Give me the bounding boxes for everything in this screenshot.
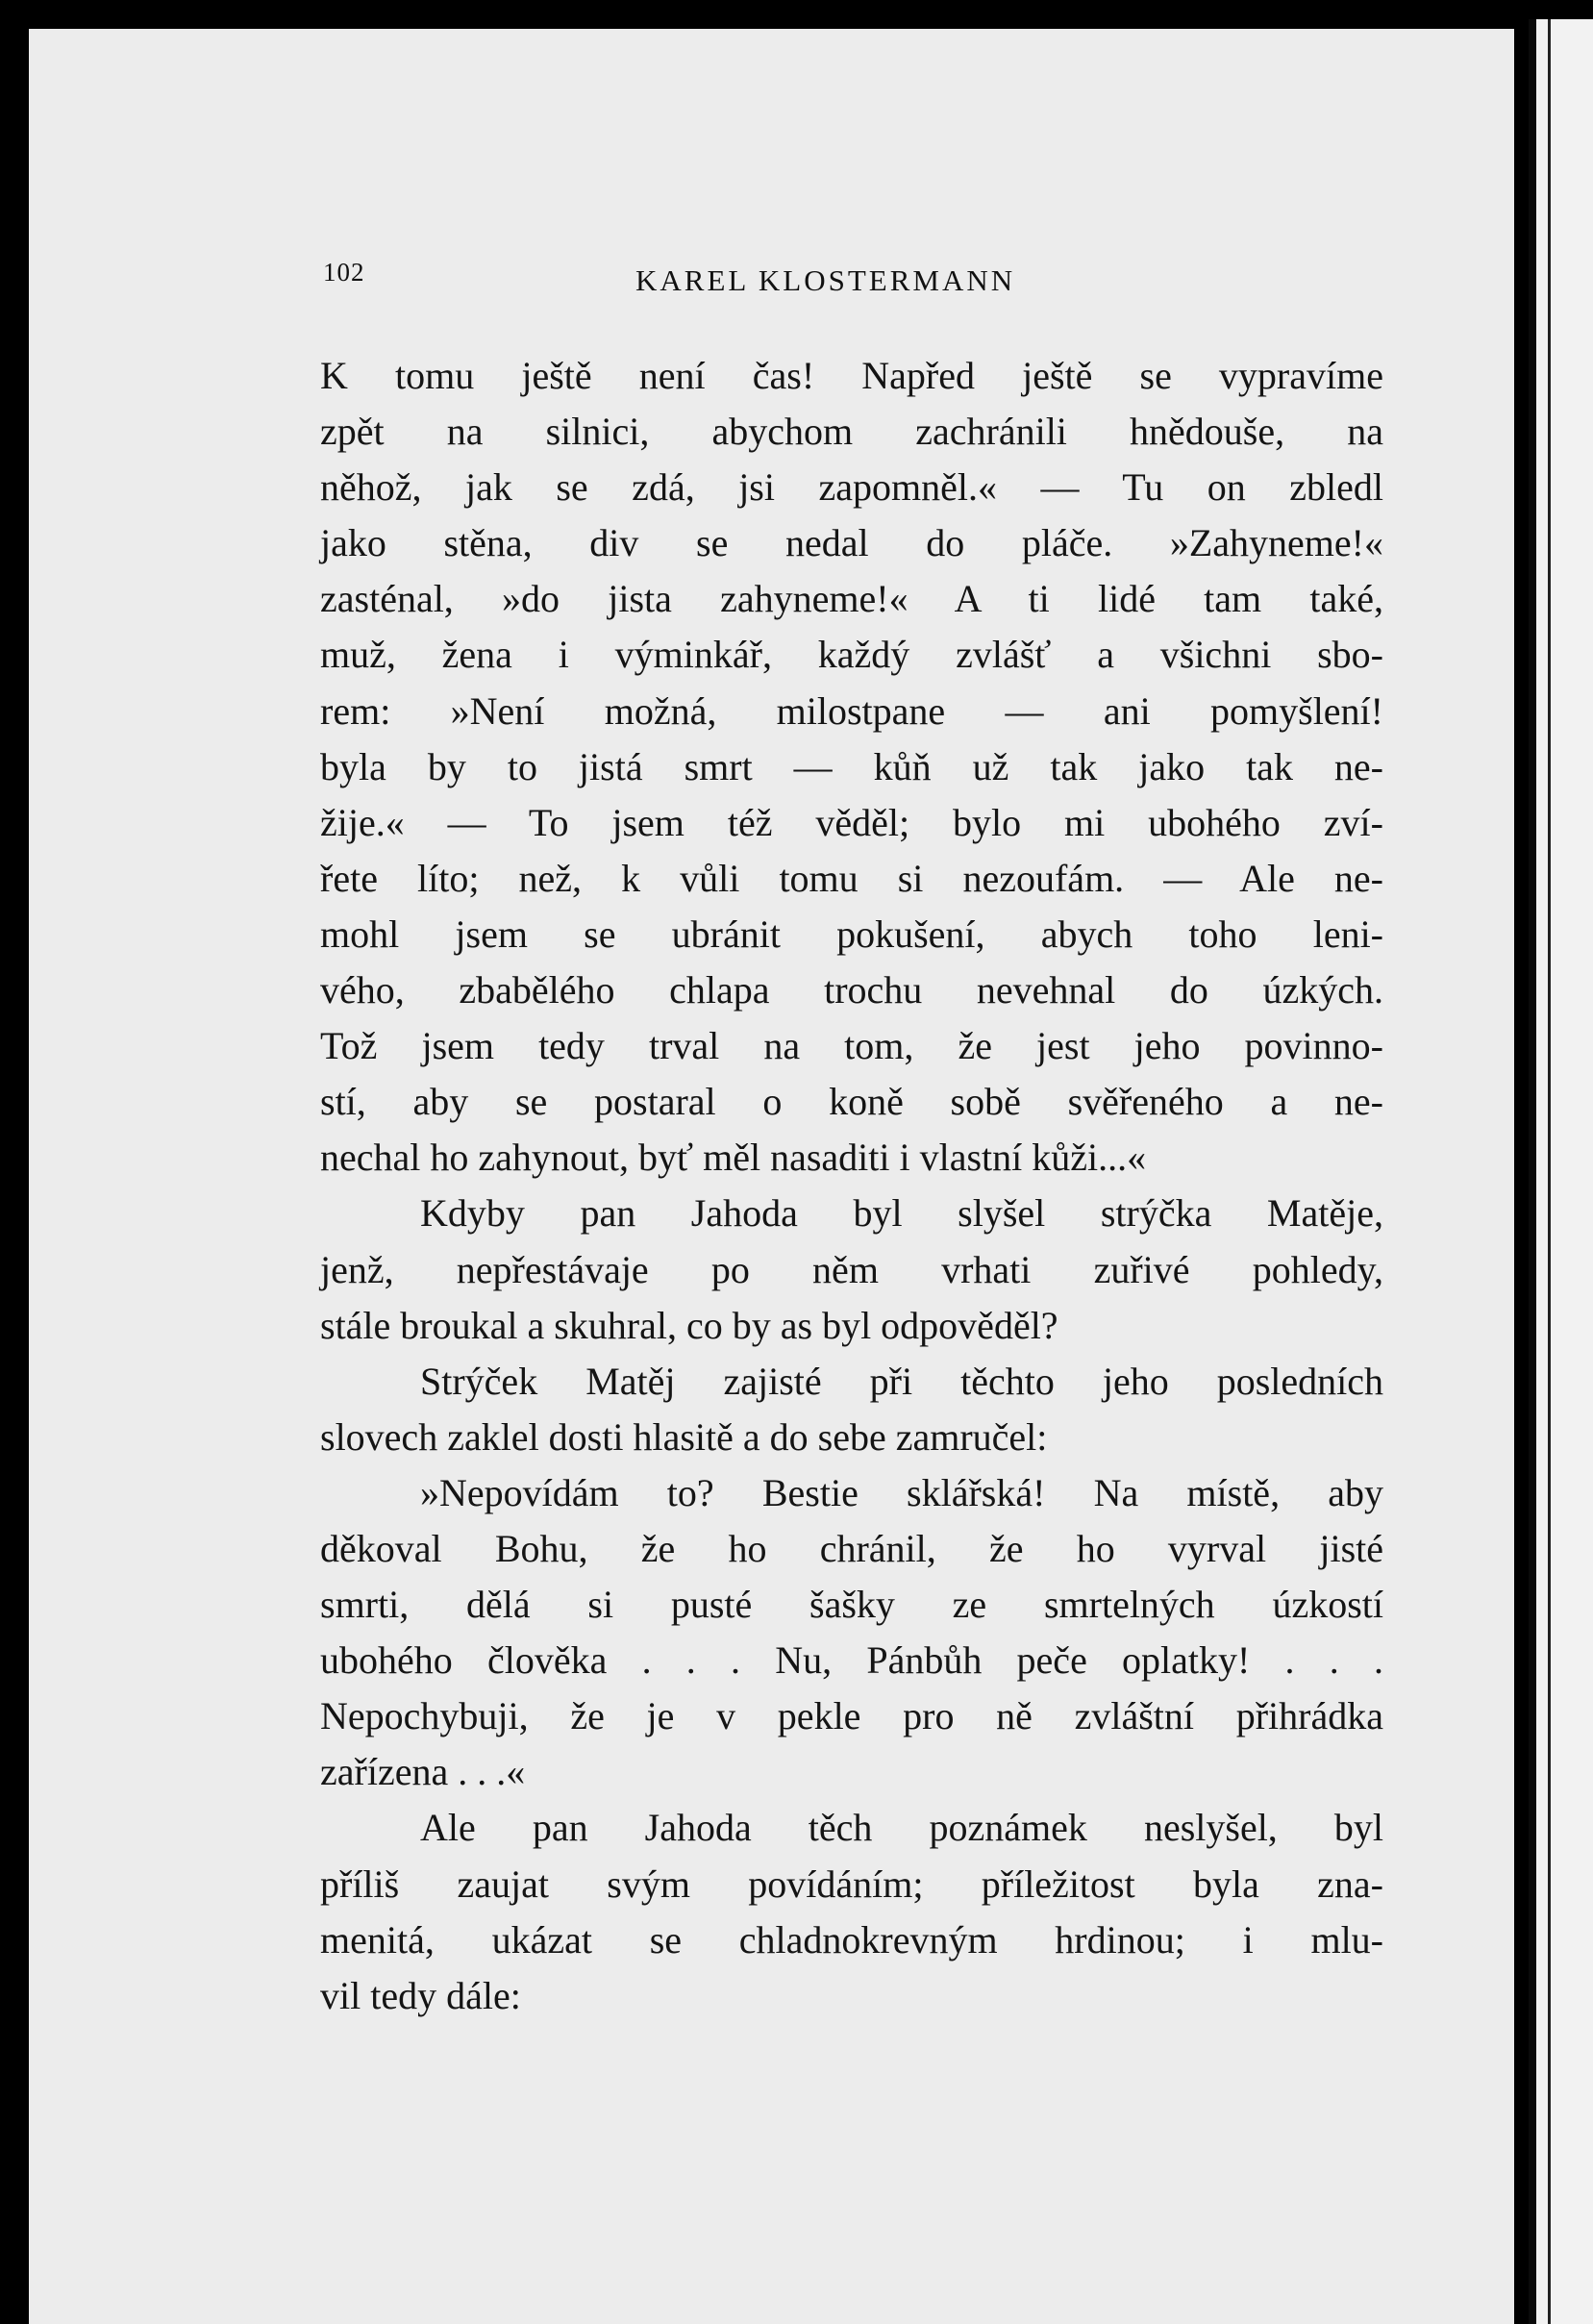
text-line: rem: »Není možná, milostpane — ani pomyšlení! [320,688,1383,733]
text-line: žije.« — To jsem též věděl; bylo mi ubohého zví- [320,800,1383,844]
text-line: stí, aby se postaral o koně sobě svěřeného a ne- [320,1080,1383,1124]
text-line: Kdyby pan Jahoda byl slyšel strýčka Matěje, [420,1191,1383,1236]
text-line: Nepochybuji, že je v pekle pro ně zvláštní přihrádka [320,1694,1383,1738]
text-line: zařízena . . .« [320,1750,526,1794]
text-line: stále broukal a skuhral, co by as byl odpověděl? [320,1303,1058,1347]
text-line: vil tedy dále: [320,1973,521,2017]
text-line: vého, zbabělého chlapa trochu nevehnal do úzkých. [320,968,1383,1012]
text-line: děkoval Bohu, že ho chránil, že ho vyrval jisté [320,1526,1383,1570]
text-line: řete líto; než, k vůli tomu si nezoufám. — Ale ne- [320,856,1383,900]
text-line: Ale pan Jahoda těch poznámek neslyšel, byl [420,1806,1383,1850]
page-number: 102 [323,258,365,287]
text-line: slovech zaklel dosti hlasitě a do sebe zamručel: [320,1414,1048,1459]
text-line: nechal ho zahynout, byť měl nasaditi i vlastní kůži...« [320,1136,1147,1180]
text-line: příliš zaujat svým povídáním; příležitost byla zna- [320,1862,1383,1906]
body-text [320,348,1383,2024]
page-header [323,258,1390,306]
adjacent-page-edge [1536,19,1593,2324]
text-line: jenž, nepřestávaje po něm vrhati zuřivé pohledy, [320,1247,1383,1291]
text-line: něhož, jak se zdá, jsi zapomněl.« — Tu on zbledl [320,465,1383,510]
text-line: »Nepovídám to? Bestie sklářská! Na místě, aby [420,1470,1383,1514]
text-line: muž, žena i výminkář, každý zvlášť a všichni sbo- [320,633,1383,677]
text-line: menitá, ukázat se chladnokrevným hrdinou; i mlu- [320,1917,1383,1962]
text-line: jako stěna, div se nedal do pláče. »Zahyneme!« [320,521,1383,565]
text-line: Tož jsem tedy trval na tom, že jest jeho povinno- [320,1024,1383,1068]
text-line: byla by to jistá smrt — kůň už tak jako tak ne- [320,744,1383,788]
text-line: zasténal, »do jista zahyneme!« A ti lidé tam také, [320,577,1383,621]
text-line: ubohého člověka . . . Nu, Pánbůh peče oplatky! . . . [320,1638,1383,1683]
text-line: zpět na silnici, abychom zachránili hnědouše, na [320,410,1383,454]
text-line: smrti, dělá si pusté šašky ze smrtelných úzkostí [320,1583,1383,1627]
page-gutter [1529,19,1536,2324]
adjacent-page-border [1548,19,1551,2324]
text-line: Strýček Matěj zajisté při těchto jeho posledních [420,1359,1383,1403]
running-head: KAREL KLOSTERMANN [635,263,1016,297]
text-line: mohl jsem se ubránit pokušení, abych toho leni- [320,912,1383,956]
text-line: K tomu ještě není čas! Napřed ještě se vypravíme [320,354,1383,397]
